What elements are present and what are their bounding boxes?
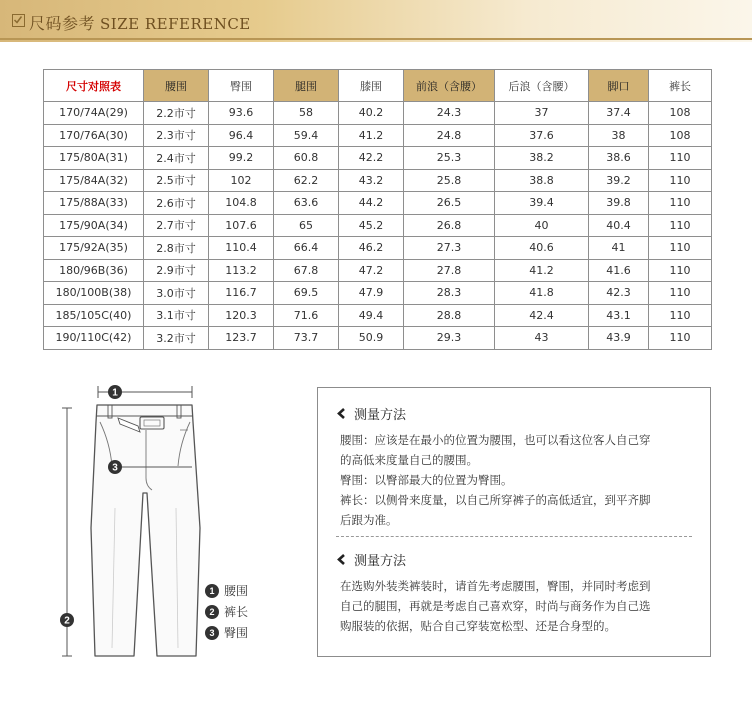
table-cell: 37 [495,102,589,125]
table-cell: 2.5市寸 [144,169,209,192]
table-cell: 110 [649,304,712,327]
table-cell: 45.2 [339,214,404,237]
method-paragraph-1 [340,430,695,530]
text-line: 臀围：以臀部最大的位置为臀围。 [340,473,513,487]
header-cell: 裤长 [649,70,712,102]
table-cell: 73.7 [274,327,339,350]
table-cell: 190/110C(42) [44,327,144,350]
table-body [44,102,712,350]
table-cell: 58 [274,102,339,125]
table-cell: 42.2 [339,147,404,170]
table-cell: 38.2 [495,147,589,170]
table-row [44,124,712,147]
table-cell: 116.7 [209,282,274,305]
table-cell: 2.7市寸 [144,214,209,237]
title-en: SIZE REFERENCE [100,15,251,33]
table-row [44,102,712,125]
header-underline [0,38,752,40]
table-cell: 96.4 [209,124,274,147]
table-header-row [44,70,712,102]
measurement-method-box [317,387,711,657]
table-cell: 26.5 [404,192,495,215]
table-cell: 49.4 [339,304,404,327]
table-cell: 39.4 [495,192,589,215]
table-cell: 120.3 [209,304,274,327]
table-cell: 25.8 [404,169,495,192]
table-cell: 3.0市寸 [144,282,209,305]
legend-number: 2 [205,605,219,619]
table-cell: 123.7 [209,327,274,350]
table-cell: 110 [649,237,712,260]
table-cell: 65 [274,214,339,237]
table-cell: 26.8 [404,214,495,237]
diagram-legend [205,580,248,643]
legend-item [205,622,248,643]
table-cell: 2.8市寸 [144,237,209,260]
header-cell: 臀围 [209,70,274,102]
section-title [336,550,406,569]
method-paragraph-2 [340,576,695,636]
table-cell: 42.3 [589,282,649,305]
table-cell: 110 [649,259,712,282]
table-cell: 41.2 [339,124,404,147]
svg-text:1: 1 [112,387,118,399]
text-line: 在选购外装类裤装时，请首先考虑腰围，臀围，并同时考虑到 [340,579,651,593]
table-row [44,192,712,215]
dashed-divider [336,536,692,537]
legend-item [205,601,248,622]
section-title-text: 测量方法 [354,408,407,423]
table-cell: 28.8 [404,304,495,327]
table-cell: 63.6 [274,192,339,215]
table-cell: 93.6 [209,102,274,125]
table-cell: 25.3 [404,147,495,170]
table-row [44,147,712,170]
table-cell: 71.6 [274,304,339,327]
legend-number: 3 [205,626,219,640]
table-cell: 180/96B(36) [44,259,144,282]
table-cell: 3.2市寸 [144,327,209,350]
header-cell: 前浪（含腰） [404,70,495,102]
table-row [44,304,712,327]
table-cell: 2.4市寸 [144,147,209,170]
table-cell: 170/74A(29) [44,102,144,125]
header-cell: 脚口 [589,70,649,102]
table-cell: 41.2 [495,259,589,282]
table-cell: 175/90A(34) [44,214,144,237]
table-cell: 43.1 [589,304,649,327]
table-cell: 110 [649,327,712,350]
table-cell: 39.2 [589,169,649,192]
table-cell: 59.4 [274,124,339,147]
table-cell: 104.8 [209,192,274,215]
table-cell: 40.4 [589,214,649,237]
table-cell: 175/84A(32) [44,169,144,192]
table-cell: 39.8 [589,192,649,215]
table-cell: 66.4 [274,237,339,260]
table-cell: 175/80A(31) [44,147,144,170]
table-cell: 2.2市寸 [144,102,209,125]
header-cell: 尺寸对照表 [44,70,144,102]
table-cell: 2.6市寸 [144,192,209,215]
legend-item [205,580,248,601]
table-cell: 107.6 [209,214,274,237]
table-cell: 44.2 [339,192,404,215]
table-cell: 110 [649,282,712,305]
table-cell: 27.3 [404,237,495,260]
table-cell: 24.3 [404,102,495,125]
chevron-left-icon [336,554,346,565]
table-cell: 3.1市寸 [144,304,209,327]
header-cell: 腿围 [274,70,339,102]
table-cell: 43.9 [589,327,649,350]
text-line: 的高低来度量自己的腰围。 [340,453,478,467]
table-cell: 180/100B(38) [44,282,144,305]
table-cell: 108 [649,124,712,147]
table-cell: 60.8 [274,147,339,170]
table-cell: 69.5 [274,282,339,305]
legend-label: 腰围 [224,584,249,598]
table-cell: 37.6 [495,124,589,147]
table-row [44,237,712,260]
table-cell: 99.2 [209,147,274,170]
table-cell: 110 [649,169,712,192]
table-cell: 41 [589,237,649,260]
text-line: 购服装的依据，贴合自己穿装宽松型、还是合身型的。 [340,619,616,633]
table-cell: 43.2 [339,169,404,192]
table-cell: 50.9 [339,327,404,350]
table-cell: 24.8 [404,124,495,147]
title-cn: 尺码参考 [29,14,96,33]
table-cell: 170/76A(30) [44,124,144,147]
table-cell: 40 [495,214,589,237]
table-cell: 28.3 [404,282,495,305]
table-cell: 46.2 [339,237,404,260]
table-cell: 43 [495,327,589,350]
table-cell: 110 [649,214,712,237]
table-cell: 37.4 [589,102,649,125]
legend-label: 臀围 [224,626,249,640]
header-cell: 后浪（含腰） [495,70,589,102]
table-cell: 110 [649,192,712,215]
text-line: 腰围：应该是在最小的位置为腰围，也可以看这位客人自己穿 [340,433,651,447]
table-cell: 29.3 [404,327,495,350]
table-cell: 38.6 [589,147,649,170]
legend-label: 裤长 [224,605,249,619]
section-title [336,404,406,423]
page-title [29,11,251,34]
table-cell: 175/92A(35) [44,237,144,260]
text-line: 裤长：以侧骨来度量，以自己所穿裤子的高低适宜，到平齐脚 [340,493,651,507]
table-cell: 2.3市寸 [144,124,209,147]
table-cell: 113.2 [209,259,274,282]
table-cell: 110 [649,147,712,170]
section-title-text: 测量方法 [354,554,407,569]
table-cell: 175/88A(33) [44,192,144,215]
table-cell: 62.2 [274,169,339,192]
table-cell: 47.9 [339,282,404,305]
table-row [44,259,712,282]
table-cell: 47.2 [339,259,404,282]
chevron-left-icon [336,408,346,419]
table-cell: 2.9市寸 [144,259,209,282]
checkbox-icon [12,14,25,27]
table-cell: 40.2 [339,102,404,125]
header-cell: 膝围 [339,70,404,102]
marker-2 [60,613,74,627]
table-cell: 102 [209,169,274,192]
table-cell: 67.8 [274,259,339,282]
svg-text:3: 3 [112,462,118,474]
text-line: 自己的腿围，再就是考虑自己喜欢穿，时尚与商务作为自己选 [340,599,651,613]
size-table [43,69,712,350]
header-cell: 腰围 [144,70,209,102]
table-cell: 38 [589,124,649,147]
table-row [44,214,712,237]
table-cell: 41.6 [589,259,649,282]
marker-1 [108,385,122,399]
svg-text:2: 2 [64,615,70,627]
legend-number: 1 [205,584,219,598]
table-cell: 40.6 [495,237,589,260]
text-line: 后跟为准。 [340,513,398,527]
table-cell: 108 [649,102,712,125]
table-row [44,327,712,350]
marker-3 [108,460,122,474]
table-cell: 110.4 [209,237,274,260]
table-row [44,282,712,305]
table-row [44,169,712,192]
table-cell: 38.8 [495,169,589,192]
table-cell: 185/105C(40) [44,304,144,327]
table-cell: 42.4 [495,304,589,327]
table-cell: 41.8 [495,282,589,305]
table-cell: 27.8 [404,259,495,282]
header-banner [0,0,752,42]
